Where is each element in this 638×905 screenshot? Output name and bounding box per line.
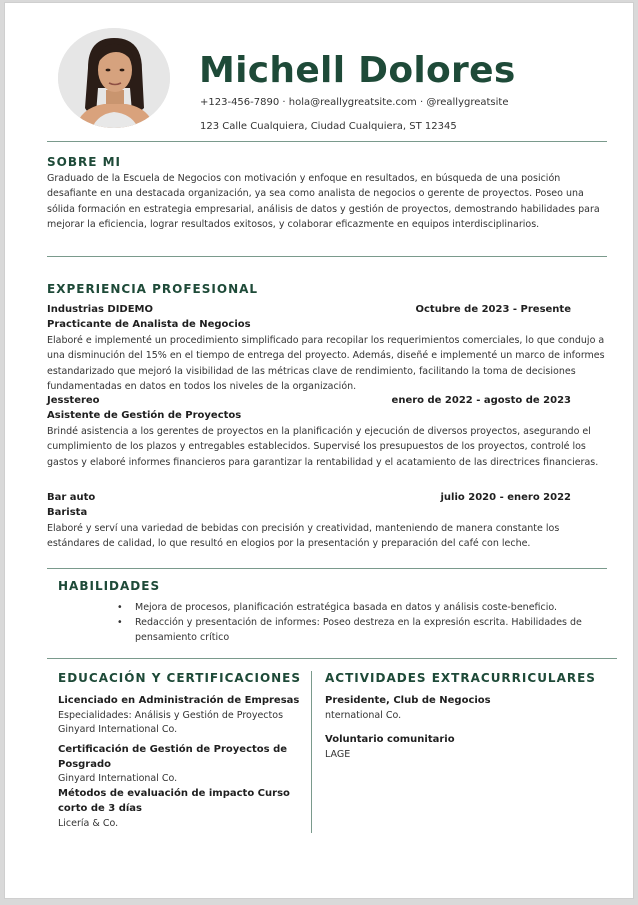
activity-title: Presidente, Club de Negocios xyxy=(325,695,491,706)
activity-detail: LAGE xyxy=(325,749,351,760)
resume-page xyxy=(4,2,634,899)
contact-line: +123-456-7890 · hola@reallygreatsite.com · @reallygreatsite xyxy=(200,97,509,108)
candidate-name: Michell Dolores xyxy=(199,50,516,91)
skill-item: • Redacción y presentación de informes: Poseo destreza en la expresión escrita. Habilidades de pensamiento crítico xyxy=(115,615,595,645)
education-title: Certificación de Gestión de Proyectos de Posgrado xyxy=(58,744,288,770)
education-detail: Especialidades: Análisis y Gestión de Proyectos xyxy=(58,710,284,721)
profile-photo xyxy=(58,28,170,128)
activity-title: Voluntario comunitario xyxy=(325,734,455,745)
job-role: Barista xyxy=(47,507,88,518)
section-title-educacion: EDUCACIÓN Y CERTIFICACIONES xyxy=(58,671,302,685)
address-line: 123 Calle Cualquiera, Ciudad Cualquiera, ST 12345 xyxy=(200,121,457,132)
job-dates: Octubre de 2023 - Presente xyxy=(415,304,571,315)
divider xyxy=(47,141,607,142)
divider xyxy=(47,568,607,569)
job-company: Bar auto xyxy=(47,492,96,503)
job-description: Elaboré y serví una variedad de bebidas con precisión y creatividad, manteniendo de manera constante los estándares de calidad, lo que resultó en elogios por la presentación y preparación del café con leche. xyxy=(47,523,560,550)
job-company: Industrias DIDEMO xyxy=(47,304,153,315)
education-institution: Licería & Co. xyxy=(58,818,119,829)
section-title-actividades: ACTIVIDADES EXTRACURRICULARES xyxy=(325,671,596,685)
education-title: Licenciado en Administración de Empresas xyxy=(58,695,300,706)
job-dates: enero de 2022 - agosto de 2023 xyxy=(391,395,571,406)
job-role: Practicante de Analista de Negocios xyxy=(47,319,251,330)
activity-detail: nternational Co. xyxy=(325,710,402,721)
divider xyxy=(47,256,607,257)
education-institution: Ginyard International Co. xyxy=(58,724,178,735)
divider xyxy=(47,658,617,659)
about-paragraph: Graduado de la Escuela de Negocios con motivación y enfoque en resultados, en búsqueda de una posición desafiante en una destacada organización, ya sea como analista de negocios o gerente de proyectos. Poseo una sólida formación en estrategia empresarial, análisis de datos y gestión de proyectos, demostrando habilidades para mejorar la eficiencia, lograr resultados exitosos, y colaborar eficazmente en equipos interdisciplinarios. xyxy=(47,173,600,230)
job-company: Jesstereo xyxy=(47,395,100,406)
job-description: Elaboré e implementé un procedimiento simplificado para recopilar los requerimientos comerciales, lo que condujo a una disminución del 15% en el tiempo de entrega del proyecto. Además, diseñé e implementé un marco de informes estandarizado que mejoró la visibilidad de las métricas clave de rendimiento, facilitando la toma de decisiones fundamentadas en datos en todos los niveles de la organización. xyxy=(47,335,605,392)
job-dates: julio 2020 - enero 2022 xyxy=(440,492,571,503)
section-title-habilidades: HABILIDADES xyxy=(58,579,161,593)
section-title-sobre-mi: SOBRE MI xyxy=(47,155,122,169)
job-role: Asistente de Gestión de Proyectos xyxy=(47,410,242,421)
education-title: Métodos de evaluación de impacto Curso corto de 3 días xyxy=(58,788,290,814)
section-title-experiencia: EXPERIENCIA PROFESIONAL xyxy=(47,282,259,296)
skill-item: • Mejora de procesos, planificación estratégica basada en datos y análisis coste-beneficio. xyxy=(115,600,595,615)
job-description: Brindé asistencia a los gerentes de proyectos en la planificación y ejecución de diversos proyectos, asegurando el cumplimiento de los plazos y entregables establecidos. Supervisé los presupuestos de los proyectos, controlé los gastos y elaboré informes financieros para garantizar la rentabilidad y el acatamiento de las directrices financieras. xyxy=(47,426,599,468)
skills-list xyxy=(115,600,595,645)
portrait-illustration xyxy=(58,28,170,128)
column-divider xyxy=(311,671,312,833)
education-institution: Ginyard International Co. xyxy=(58,773,178,784)
